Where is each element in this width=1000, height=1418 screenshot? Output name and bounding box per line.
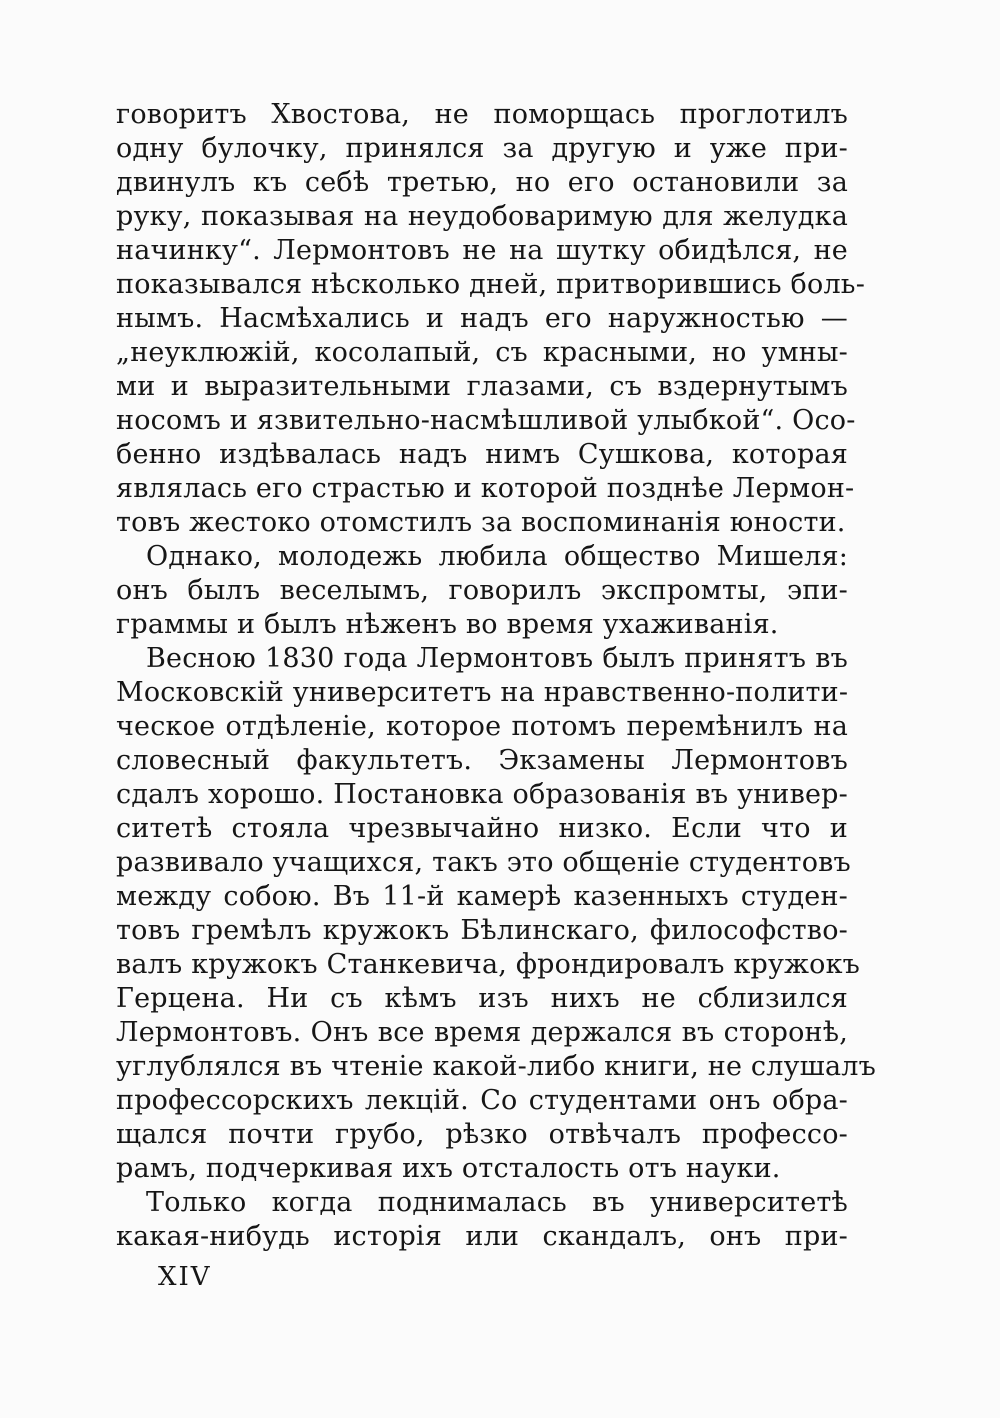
text-line: сдалъ хорошо. Постановка образованія въ универ-	[116, 779, 848, 810]
text-line: Весною 1830 года Лермонтовъ былъ принятъ въ	[146, 643, 848, 674]
text-line: товъ гремѣлъ кружокъ Бѣлинскаго, философство-	[116, 915, 848, 946]
text-line: словесный факультетъ. Экзамены Лермонтовъ	[116, 745, 848, 776]
text-line: ситетѣ стояла чрезвычайно низко. Если что и	[116, 813, 848, 844]
text-line: Только когда поднималась въ университетѣ	[146, 1187, 848, 1218]
text-line: рамъ, подчеркивая ихъ отсталость отъ науки.	[116, 1153, 781, 1184]
text-line: ми и выразительными глазами, съ вздернутымъ	[116, 371, 848, 402]
body-text	[116, 98, 876, 1254]
text-line: одну булочку, принялся за другую и уже при-	[116, 133, 848, 164]
text-line: начинку“. Лермонтовъ не на шутку обидѣлся, не	[116, 235, 848, 266]
text-line: говоритъ Хвостова, не поморщась проглотилъ	[116, 99, 848, 130]
text-line: нымъ. Насмѣхались и надъ его наружностью —	[116, 303, 848, 334]
text-line: щался почти грубо, рѣзко отвѣчалъ профессо-	[116, 1119, 848, 1150]
text-line: Герцена. Ни съ кѣмъ изъ нихъ не сблизился	[116, 983, 848, 1014]
text-line: руку, показывая на неудобоваримую для желудка	[116, 201, 848, 232]
text-line: граммы и былъ нѣженъ во время ухаживанія.	[116, 609, 779, 640]
text-line: Лермонтовъ. Онъ все время держался въ сторонѣ,	[116, 1017, 848, 1048]
text-line: между собою. Въ 11-й камерѣ казенныхъ студен-	[116, 881, 848, 912]
text-line: профессорскихъ лекцій. Со студентами онъ обра-	[116, 1085, 848, 1116]
text-line: какая-нибудь исторія или скандалъ, онъ при-	[116, 1221, 848, 1252]
text-line: Однако, молодежь любила общество Мишеля:	[146, 541, 848, 572]
text-line: носомъ и язвительно-насмѣшливой улыбкой“. Осо-	[116, 405, 856, 436]
text-line: валъ кружокъ Станкевича, фрондировалъ кружокъ	[116, 949, 861, 980]
text-line: являлась его страстью и которой позднѣе Лермон-	[116, 473, 855, 504]
text-line: ческое отдѣленіе, которое потомъ перемѣнилъ на	[116, 711, 848, 742]
text-line: развивало учащихся, такъ это общеніе студентовъ	[116, 847, 851, 878]
text-line: „неуклюжій, косолапый, съ красными, но умны-	[116, 337, 848, 368]
text-line: Московскій университетъ на нравственно-полити-	[116, 677, 849, 708]
text-line: бенно издѣвалась надъ нимъ Сушкова, которая	[116, 439, 848, 470]
text-line: показывался нѣсколько дней, притворившись боль-	[116, 269, 866, 300]
page-number: XIV	[158, 1262, 212, 1292]
text-line: двинулъ къ себѣ третью, но его остановили за	[116, 167, 848, 198]
text-line: онъ былъ веселымъ, говорилъ экспромты, эпи-	[116, 575, 848, 606]
text-line: товъ жестоко отомстилъ за воспоминанія юности.	[116, 507, 846, 538]
text-line: углублялся въ чтеніе какой-либо книги, не слушалъ	[116, 1051, 876, 1082]
